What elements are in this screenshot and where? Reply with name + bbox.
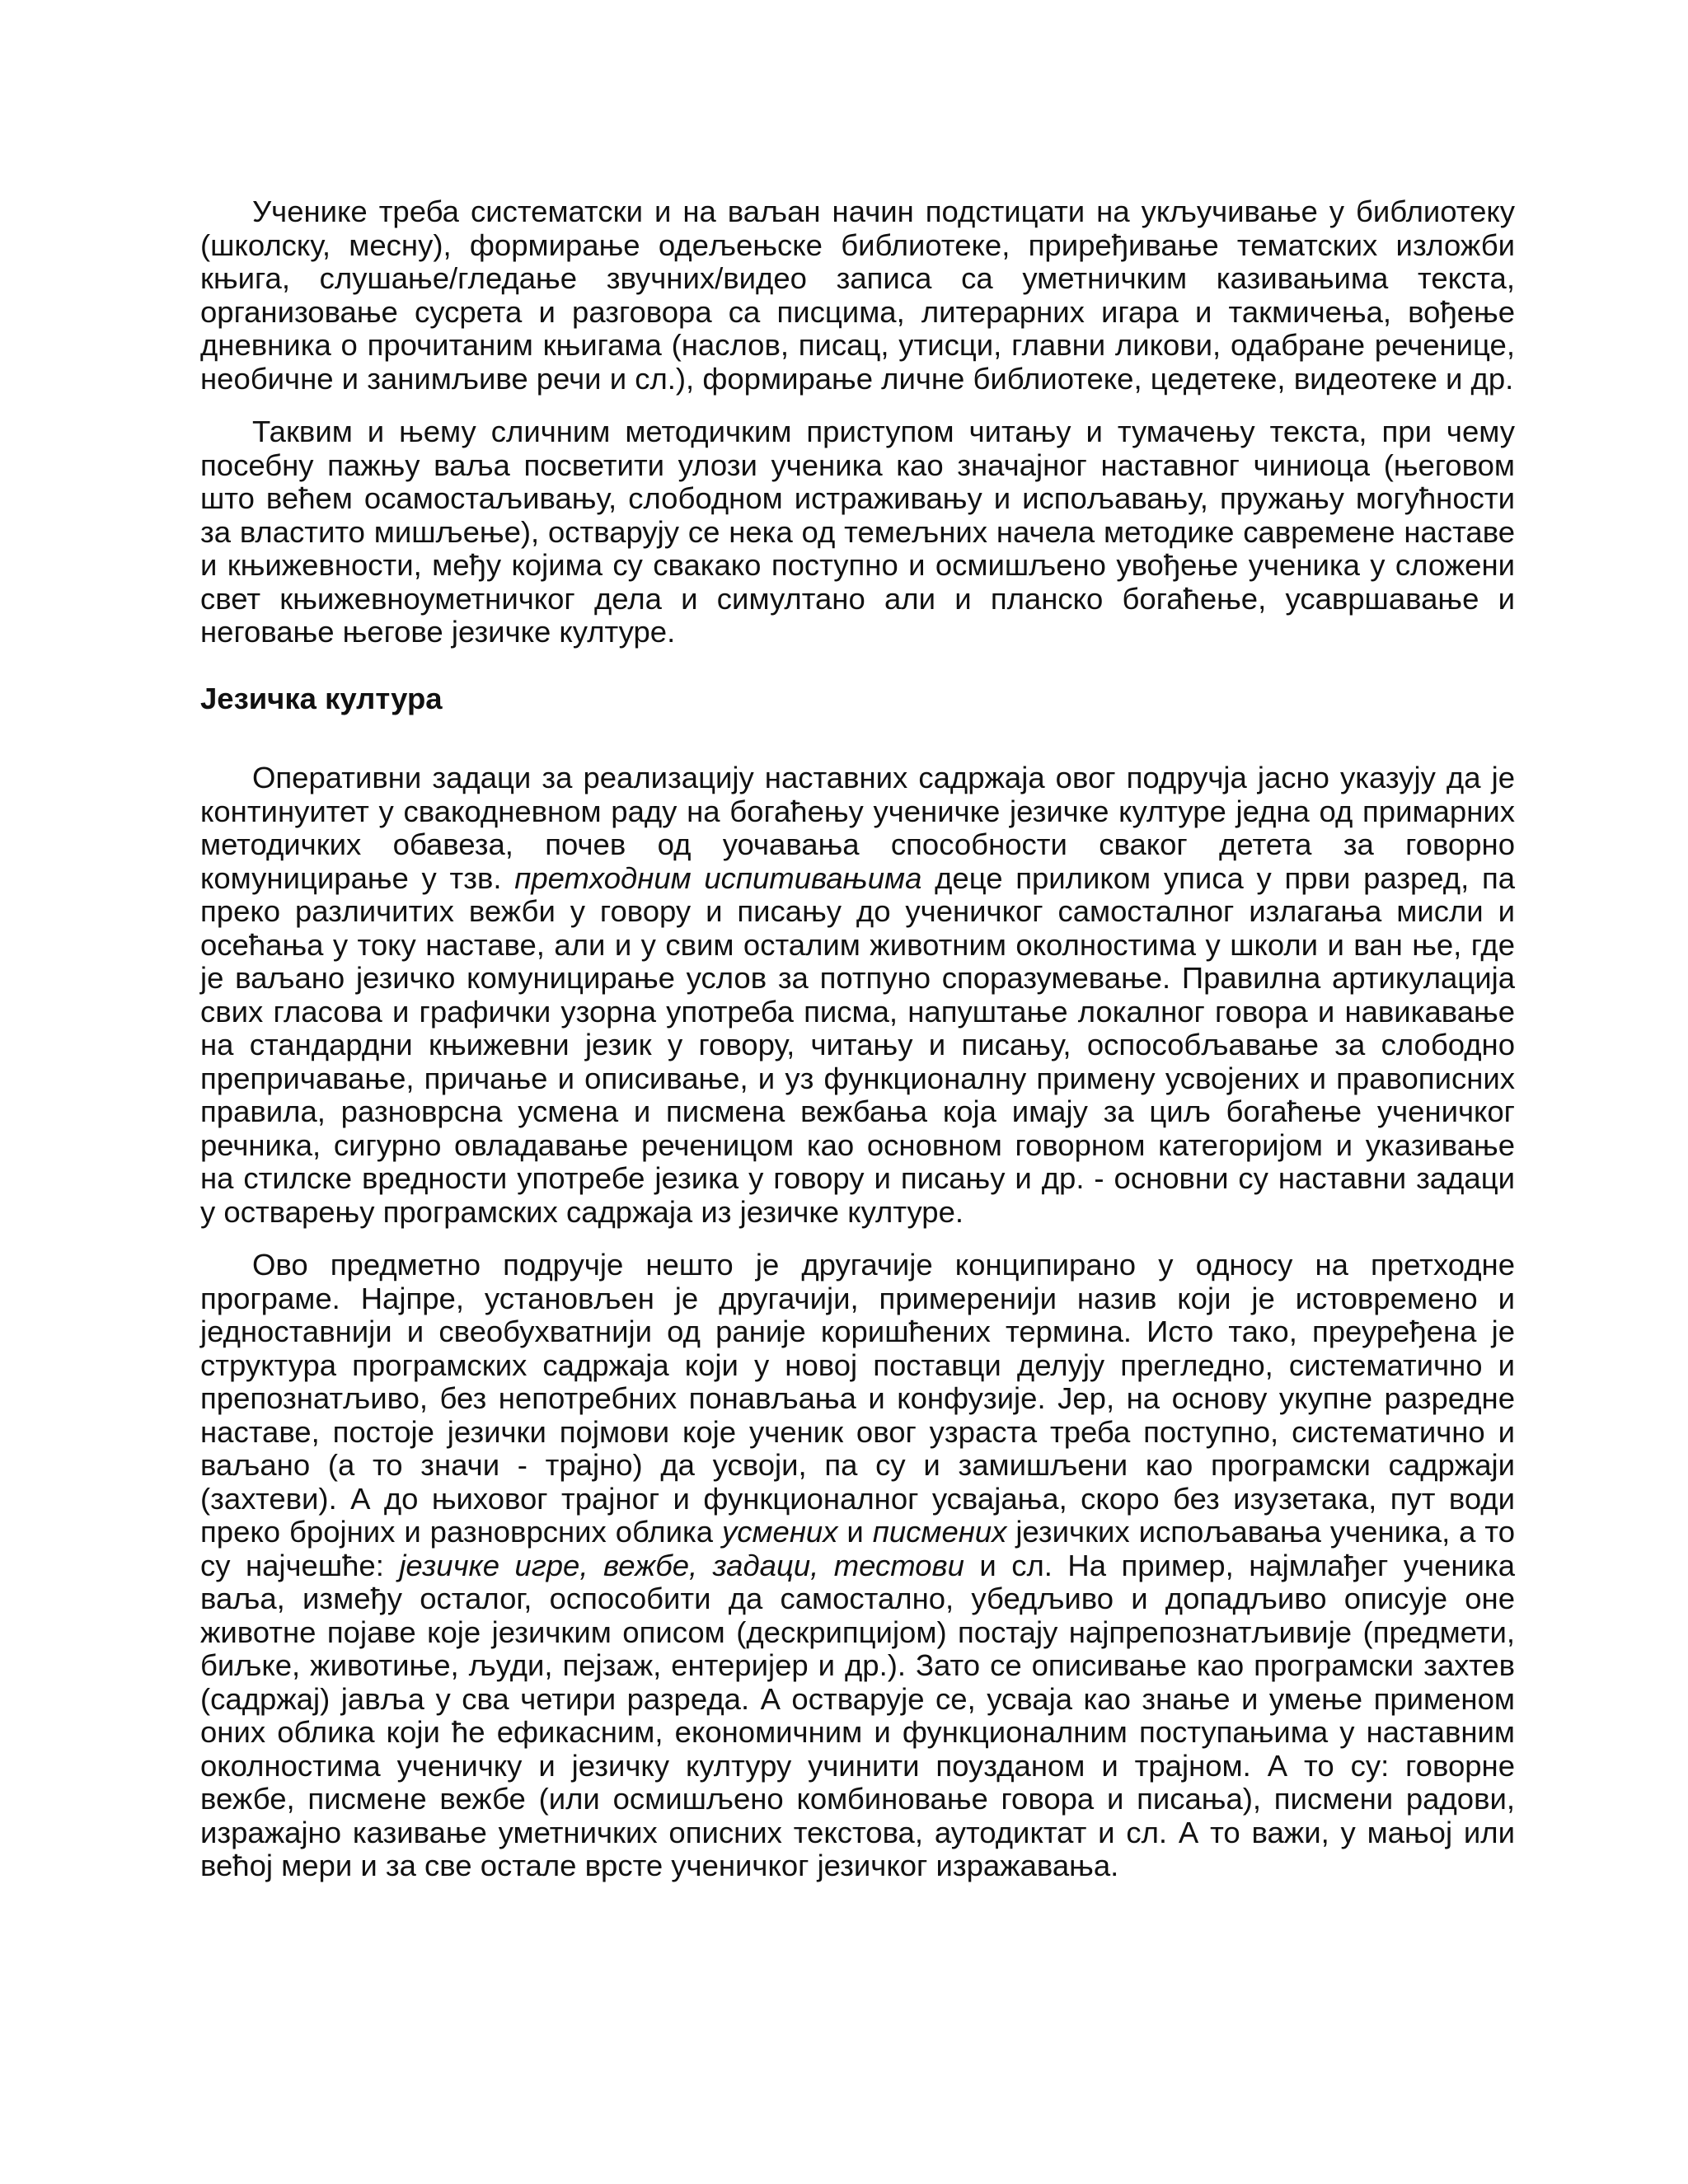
language-culture-section — [200, 762, 1515, 1883]
italic-phrase: писмених — [872, 1515, 1007, 1549]
body-paragraph — [200, 1249, 1515, 1883]
text-run: језичких испољавања ученика, а то су најчешће: — [200, 1515, 1516, 1582]
text-run: Оперативни задаци за реализацију наставних садржаја овог подручја јасно указују да је континуитет у свакодневном раду на богаћењу ученичке језичке културе једна од примарних методичких обавеза, почев од уочавања способности сваког детета за говорно комуницирање у тзв. — [200, 761, 1515, 895]
italic-phrase: језичке игре, вежбе, задаци, тестови — [399, 1548, 964, 1582]
body-paragraph — [200, 195, 1515, 396]
body-paragraph — [200, 762, 1515, 1229]
text-run: Ово предметно подручје нешто је другачије конципирано у односу на претходне програме. Најпре, установљен је другачији, примеренији назив који је истовремено и једноставнији и свеобухватнији од раније коришћених термина. Исто тако, преуређена је структура програмских садржаја који у новој поставци делују прегледно, систематично и препознатљиво, без непотребних понављања и конфузије. Јер, на основу укупне разредне наставе, постоје језички појмови које ученик овог узраста треба поступно, систематично и ваљано (а то значи - трајно) да усвоји, па су и замишљени као програмски садржаји (захтеви). А до њиховог трајног и функционалног усвајања, скоро без изузетака, пут води преко бројних и разноврсних облика — [200, 1248, 1515, 1549]
italic-phrase: претходним испитивањима — [514, 860, 922, 895]
document-page — [200, 195, 1515, 1903]
section-heading: Језичка култура — [200, 681, 443, 715]
text-run: Таквим и њему сличним методичким приступом читању и тумачењу текста, при чему посебну пажњу ваља посветити улози ученика као значајног наставног чиниоца (његовом што већем осамостаљивању, слободном истраживању и испољавању, пружању могућности за властито мишљење), остварују се нека од темељних начела методике савремене наставе и књижевности, међу којима су свакако поступно и осмишљено увођење ученика у сложени свет књижевноуметничког дела и симултано али и планско богаћење, усавршавање и неговање његове језичке културе. — [200, 415, 1515, 649]
intro-section — [200, 195, 1515, 649]
body-paragraph — [200, 415, 1515, 649]
text-run: и сл. На пример, најмлађег ученика ваља, између осталог, оспособити да самостално, убедљиво и допадљиво описује оне животне појаве које језичким описом (дескрипцијом) постају најпрепознатљивије (предмети, биљке, животиње, људи, пејзаж, ентеријер и др.). Зато се описивање као програмски захтев (садржај) јавља у сва четири разреда. А остварује се, усваја као знање и умење применом оних облика који ће ефикасним, економичним и функционалним поступањима у наставним околностима ученичку и језичку културу учинити поузданом и трајном. А то су: говорне вежбе, писмене вежбе (или осмишљено комбиновање говора и писања), писмени радови, изражајно казивање уметничких описних текстова, аутодиктат и сл. А то важи, у мањој или већој мери и за све остале врсте ученичког језичког изражавања. — [200, 1548, 1515, 1882]
text-run: деце приликом уписа у први разред, па преко различитих вежби у говору и писању до ученичког самосталног излагања мисли и осећања у току наставе, али и у свим осталим животним околностима у школи и ван ње, где је ваљано језичко комуницирање услов за потпуно споразумевање. Правилна артикулација свих гласова и графички узорна употреба писма, напуштање локалног говора и навикавање на стандардни књижевни језик у говору, читању и писању, оспособљавање за слободно препричавање, причање и описивање, и уз функционалну примену усвојених и правописних правила, разноврсна усмена и писмена вежбања која имају за циљ богаћење ученичког речника, сигурно овладавање реченицом као основном говорном категоријом и указивање на стилске вредности употребе језика у говору и писању и др. - основни су наставни задаци у остварењу програмских садржаја из језичке културе. — [200, 860, 1516, 1229]
italic-phrase: усмених — [722, 1515, 838, 1549]
text-run: и — [837, 1515, 873, 1549]
text-run: Ученике треба систематски и на ваљан начин подстицати на укључивање у библиотеку (школску, месну), формирање одељењске библиотеке, приређивање тематских изложби књига, слушање/гледање звучних/видео записа са уметничким казивањима текста, организовање сусрета и разговора са писцима, литерарних игара и такмичења, вођење дневника о прочитаним књигама (наслов, писац, утисци, главни ликови, одабране реченице, необичне и занимљиве речи и сл.), формирање личне библиотеке, цедетеке, видеотеке и др. — [200, 194, 1515, 396]
